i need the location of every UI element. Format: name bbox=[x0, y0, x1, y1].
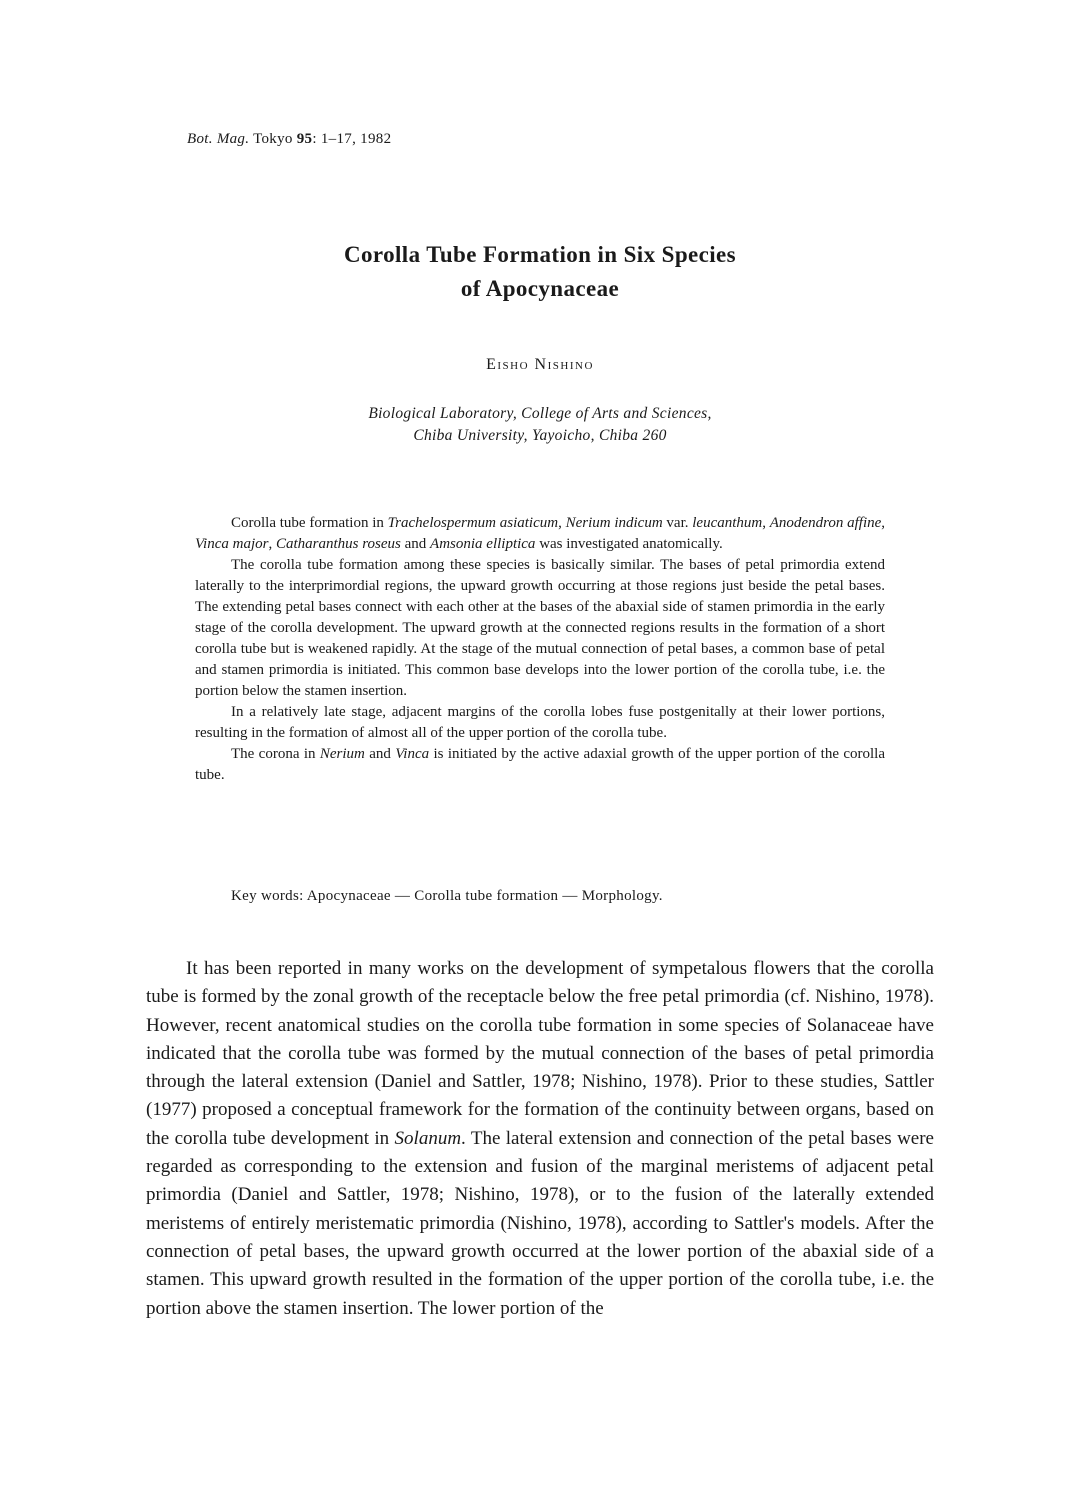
author-affiliation bbox=[0, 403, 1080, 447]
abstract-paragraph-2: The corolla tube formation among these species is basically similar. The bases of petal primordia extend laterally to the interprimordial regions, the upward growth occurring at those regions just beside the petal bases. The extending petal bases connect with each other at the bases of the abaxial side of stamen primordia in the early stage of the corolla development. The upward growth at the connected regions results in the formation of a short corolla tube but is weakened rapidly. At the stage of the mutual connection of petal bases, a common base of petal and stamen primordia is initiated. This common base develops into the lower portion of the corolla tube, i.e. the portion below the stamen insertion. bbox=[195, 557, 885, 699]
affiliation-line-2: Chiba University, Yayoicho, Chiba 260 bbox=[413, 427, 667, 444]
journal-volume: 95 bbox=[296, 131, 313, 147]
paper-title-line-1: Corolla Tube Formation in Six Species bbox=[343, 242, 736, 267]
journal-city: Tokyo bbox=[253, 131, 293, 147]
abstract-paragraph-4 bbox=[195, 744, 885, 786]
abstract-text: , bbox=[268, 536, 276, 552]
genus-name: Nerium bbox=[319, 746, 365, 762]
species-name: Nerium indicum bbox=[565, 515, 663, 531]
journal-name: Bot. Mag. bbox=[187, 131, 250, 147]
abstract-paragraph-3: In a relatively late stage, adjacent margins of the corolla lobes fuse postgenitally at their lower portions, resulting in the formation of almost all of the upper portion of the corolla tube. bbox=[195, 704, 885, 741]
abstract-text: is initiated by the active adaxial growth of the upper portion of the corolla tube. bbox=[195, 746, 885, 783]
abstract bbox=[195, 513, 885, 786]
genus-name: Vinca bbox=[395, 746, 430, 762]
abstract-text: The corona in bbox=[231, 746, 320, 762]
abstract-text: Corolla tube formation in bbox=[231, 515, 388, 531]
abstract-text: , bbox=[881, 515, 886, 531]
journal-citation bbox=[187, 131, 391, 148]
body-text-run: . The lateral extension and connection of the petal bases were regarded as corresponding to the extension and fusion of the marginal meristems of adjacent petal primordia (Daniel and Sattler, 1978; Nishino, 1978), or to the fusion of the laterally extended meristems of entirely meristematic primordia (Nishino, 1978), according to Sattler's models. After the connection of petal bases, the upward growth occurred at the lower portion of the abaxial side of a stamen. This upward growth resulted in the formation of the upper portion of the corolla tube, i.e. the portion above the stamen insertion. The lower portion of the bbox=[146, 1127, 934, 1319]
species-name: Catharanthus roseus bbox=[275, 536, 401, 552]
author-name: Eisho Nishino bbox=[486, 356, 594, 373]
abstract-paragraph-1 bbox=[195, 513, 885, 555]
journal-pages-year: : 1–17, 1982 bbox=[312, 131, 392, 147]
affiliation-line-1: Biological Laboratory, College of Arts and Sciences, bbox=[368, 405, 712, 422]
species-name: Amsonia elliptica bbox=[430, 536, 536, 552]
body-text-run: It has been reported in many works on the development of sympetalous flowers that the corolla tube is formed by the zonal growth of the receptacle below the free petal primordia (cf. Nishino, 1978). However, recent anatomical studies on the corolla tube formation in some species of Solanaceae have indicated that the corolla tube was formed by the mutual connection of the bases of petal primordia through the lateral extension (Daniel and Sattler, 1978; Nishino, 1978). Prior to these studies, Sattler (1977) proposed a conceptual framework for the formation of the continuity between organs, based on the corolla tube development in bbox=[146, 958, 934, 1149]
abstract-text: , bbox=[762, 515, 770, 531]
abstract-text: was investigated anatomically. bbox=[535, 536, 723, 552]
abstract-text: and bbox=[400, 536, 431, 552]
keywords: Key words: Apocynaceae — Corolla tube formation — Morphology. bbox=[231, 888, 663, 904]
genus-name: Solanum bbox=[394, 1127, 462, 1149]
species-name: Trachelospermum asiaticum bbox=[387, 515, 559, 531]
abstract-text: , bbox=[558, 515, 566, 531]
variety-name: leucanthum bbox=[692, 515, 763, 531]
species-name: Vinca major bbox=[195, 536, 269, 552]
paper-title bbox=[0, 238, 1080, 306]
body-text bbox=[146, 955, 934, 1323]
paper-title-line-2: of Apocynaceae bbox=[460, 276, 620, 301]
species-name: Anodendron affine bbox=[769, 515, 882, 531]
body-paragraph-1 bbox=[146, 955, 934, 1323]
abstract-text: and bbox=[364, 746, 396, 762]
abstract-text: var. bbox=[662, 515, 693, 531]
